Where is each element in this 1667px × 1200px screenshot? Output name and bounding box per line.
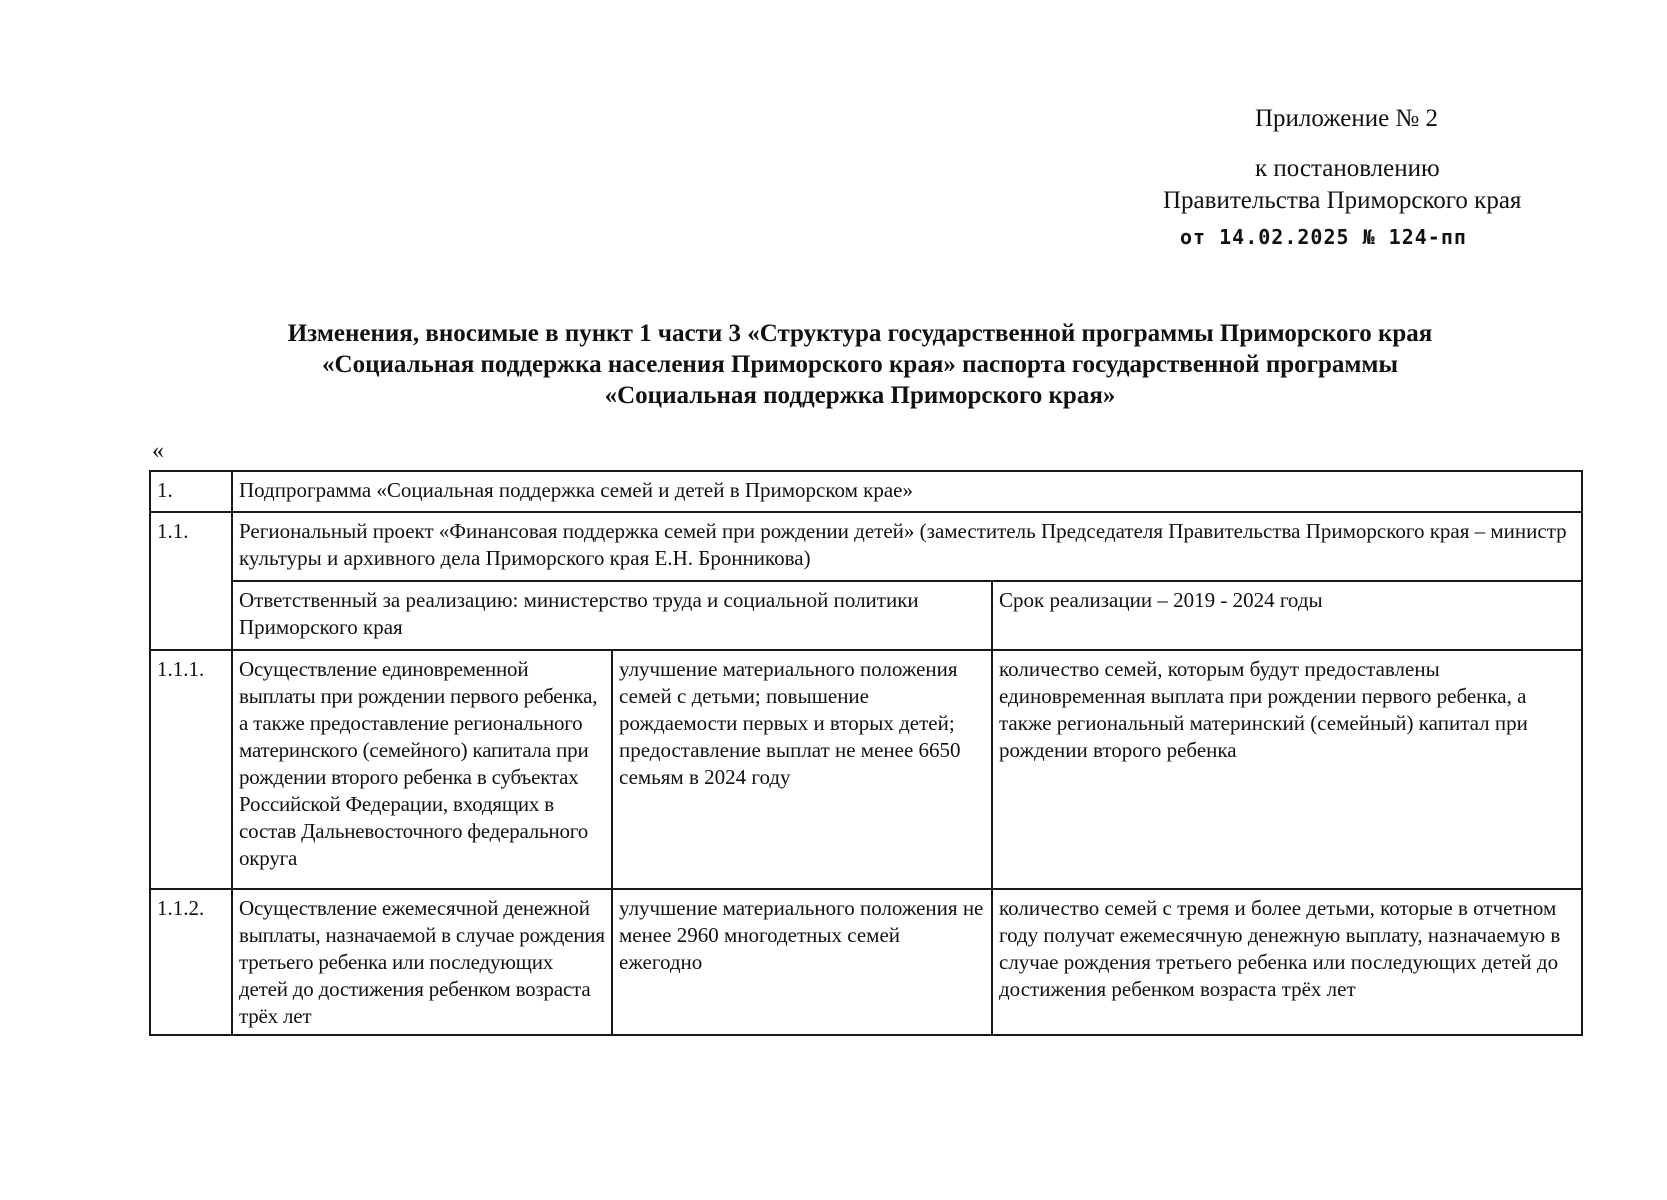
row-number: 1.1.1.	[150, 650, 232, 889]
project-period: Срок реализации – 2019 - 2024 годы	[992, 581, 1582, 650]
project-responsible: Ответственный за реализацию: министерство труда и социальной политики Приморского края	[232, 581, 992, 650]
row-number: 1.1.	[150, 512, 232, 650]
open-quote: «	[152, 438, 164, 464]
project-title: Региональный проект «Финансовая поддержка семей при рождении детей» (заместитель Председателя Правительства Приморского края – министр культуры и архивного дела Приморского края Е.Н. Бронникова)	[232, 512, 1582, 581]
effect-cell: улучшение материального положения не менее 2960 многодетных семей ежегодно	[612, 889, 992, 1035]
document-title-line: «Социальная поддержка населения Приморского края» паспорта государственной программы	[322, 351, 1398, 378]
program-structure-table	[149, 470, 1583, 1036]
appendix-government: Правительства Приморского края	[1163, 187, 1522, 214]
effect-cell: улучшение материального положения семей с детьми; повышение рождаемости первых и вторых детей; предоставление выплат не менее 6650 семьям в 2024 году	[612, 650, 992, 889]
appendix-date-number: от 14.02.2025 № 124-пп	[1180, 225, 1467, 249]
indicator-cell: количество семей, которым будут предоставлены единовременная выплата при рождении первого ребенка, а также региональный материнский (семейный) капитал при рождении второго ребенка	[992, 650, 1582, 889]
document-title-line: Изменения, вносимые в пункт 1 части 3 «Структура государственной программы Приморского края	[287, 320, 1433, 347]
appendix-title: Приложение № 2	[1255, 105, 1439, 132]
task-cell: Осуществление единовременной выплаты при рождении первого ребенка, а также предоставление регионального материнского (семейного) капитала при рождении второго ребенка в субъектах Российской Федерации, входящих в состав Дальневосточного федерального округа	[232, 650, 612, 889]
appendix-to-resolution: к постановлению	[1255, 155, 1440, 182]
table-row	[150, 581, 1582, 650]
table-row	[150, 650, 1582, 889]
task-cell: Осуществление ежемесячной денежной выплаты, назначаемой в случае рождения третьего ребенка или последующих детей до достижения ребенком возраста трёх лет	[232, 889, 612, 1035]
row-number: 1.	[150, 471, 232, 512]
document-title	[140, 318, 1580, 411]
table-row	[150, 889, 1582, 1035]
row-number: 1.1.2.	[150, 889, 232, 1035]
subprogram-title: Подпрограмма «Социальная поддержка семей и детей в Приморском крае»	[232, 471, 1582, 512]
indicator-cell: количество семей с тремя и более детьми, которые в отчетном году получат ежемесячную денежную выплату, назначаемую в случае рождения третьего ребенка или последующих детей до достижения ребенком возраста трёх лет	[992, 889, 1582, 1035]
table-row	[150, 471, 1582, 512]
table-row	[150, 512, 1582, 581]
document-title-line: «Социальная поддержка Приморского края»	[604, 382, 1116, 409]
